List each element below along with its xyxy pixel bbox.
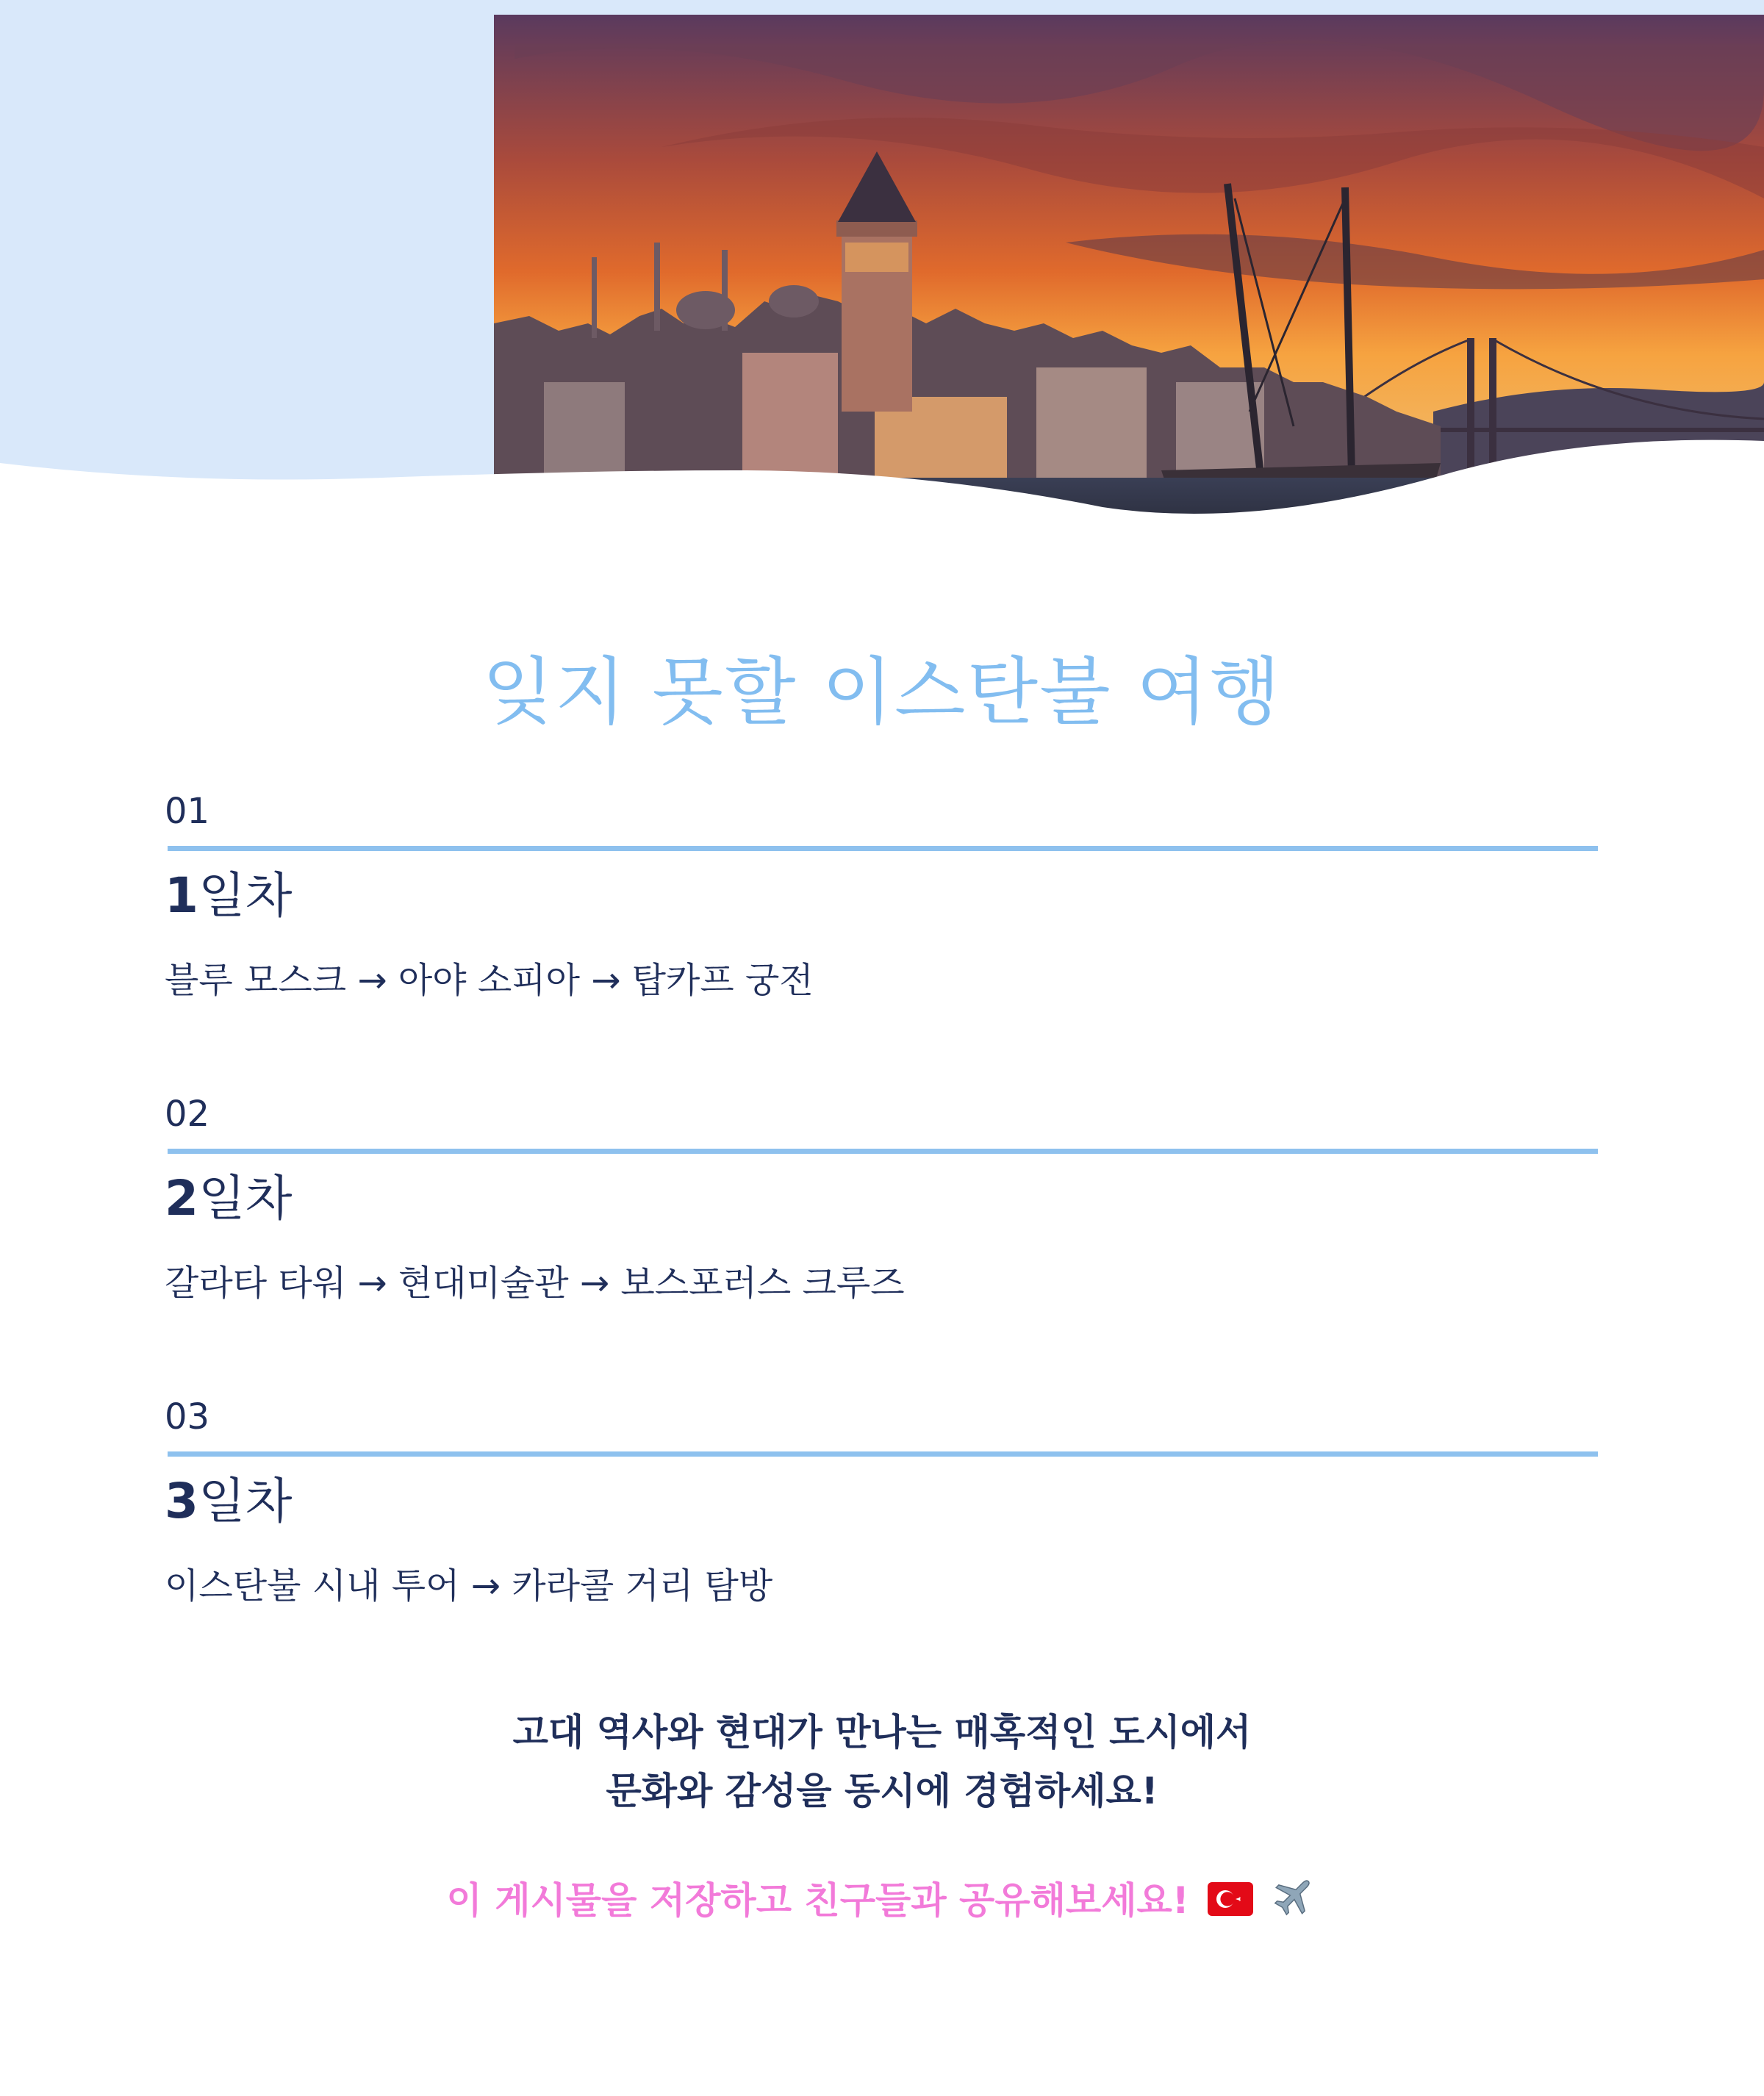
hero-illustration [0, 0, 1764, 529]
share-text: 이 게시물을 저장하고 친구들과 공유해보세요! [446, 1879, 1189, 1922]
day-title-number: 2 [165, 1170, 198, 1227]
day-title-suffix: 일차 [198, 1473, 293, 1529]
day-number: 01 [165, 791, 210, 832]
day-title-suffix: 일차 [198, 1170, 293, 1227]
share-callout [0, 1873, 1764, 1934]
divider [168, 846, 1598, 851]
day-route: 블루 모스크 → 아야 소피아 → 탑카프 궁전 [165, 960, 814, 1001]
day-title [165, 863, 292, 929]
day-title [165, 1468, 292, 1535]
hero-banner [0, 0, 1764, 529]
divider [168, 1451, 1598, 1457]
day-title [165, 1166, 292, 1232]
day-title-suffix: 일차 [198, 867, 293, 924]
page-title: 잊지 못할 이스탄불 여행 [482, 649, 1282, 735]
day-title-number: 3 [165, 1473, 198, 1529]
turkey-flag-icon [1208, 1876, 1253, 1931]
day-route: 이스탄불 시내 투어 → 카라콜 거리 탐방 [165, 1565, 773, 1607]
day-number: 02 [165, 1094, 210, 1135]
day-number: 03 [165, 1396, 210, 1438]
airplane-icon [1272, 1873, 1317, 1934]
closing-line-1: 고대 역사와 현대가 만나는 매혹적인 도시에서 [512, 1711, 1252, 1754]
day-title-number: 1 [165, 867, 198, 924]
day-route: 갈라타 타워 → 현대미술관 → 보스포러스 크루즈 [165, 1263, 905, 1304]
divider [168, 1149, 1598, 1154]
closing-line-2: 문화와 감성을 동시에 경험하세요! [606, 1770, 1158, 1812]
